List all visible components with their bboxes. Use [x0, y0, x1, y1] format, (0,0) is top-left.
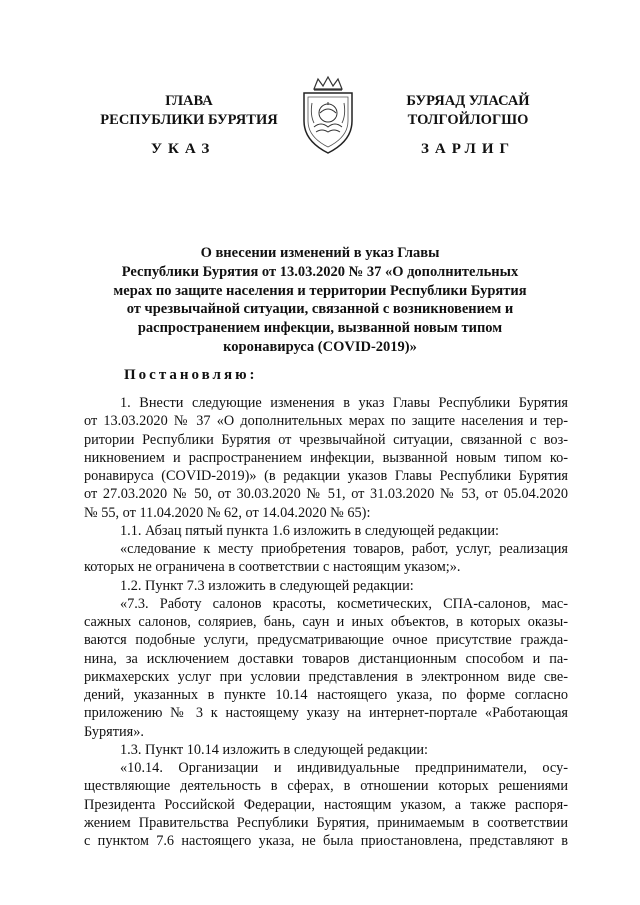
- body-text-line: нина, за исключением доставки товаров дистанционным способом и па-: [84, 650, 568, 667]
- body-text-line: приложению № 3 к настоящему указу на интернет-портале «Работающая: [84, 705, 568, 722]
- body-text-line: ритории Республики Бурятия от чрезвычайной ситуации, связанной с воз-: [84, 431, 568, 448]
- body-text-line: сажных салонов, соляриев, бань, саун и иных объектов, в которых оказы-: [84, 614, 568, 630]
- body-text-line: ваются подобные услуги, предусматривающие очное присутствие гражда-: [84, 632, 568, 649]
- body-text-line: ществляющие деятельность в сферах, в отношении которых решениями: [84, 778, 568, 795]
- body-text-line: от 13.03.2020 № 37 «О дополнительных мерах по защите населения и тер-: [84, 413, 568, 430]
- body-text-line: Бурятия».: [84, 723, 144, 740]
- body-text-line: 1.2. Пункт 7.3 изложить в следующей редакции:: [120, 577, 414, 594]
- title-line: коронавируса (COVID-2019)»: [223, 338, 417, 355]
- document-title: [80, 244, 560, 357]
- header-left-line2: РЕСПУБЛИКИ БУРЯТИЯ: [100, 112, 278, 128]
- title-line: мерах по защите населения и территории Республики Бурятия: [113, 282, 527, 299]
- body-text-line: ронавируса (COVID-2019)» (в редакции указов Главы Республики Бурятия: [84, 468, 568, 484]
- coat-of-arms-icon: [296, 75, 360, 157]
- body-text-line: «следование к месту приобретения товаров, работ, услуг, реализация: [120, 541, 568, 557]
- body-text-line: 1.1. Абзац пятый пункта 1.6 изложить в следующей редакции:: [120, 522, 499, 539]
- body-text-line: которых не ограничена в соответствии с настоящим указом;».: [84, 559, 461, 576]
- body-text-line: «10.14. Организации и индивидуальные предприниматели, осу-: [120, 760, 568, 776]
- zarlig-label: ЗАРЛИГ: [421, 141, 516, 157]
- body-text-line: дений, указанных в пункте 10.14 настоящего указа, по форме согласно: [84, 687, 568, 703]
- postanovlyayu-heading: Постановляю:: [124, 367, 258, 383]
- body-text-line: рикмахерских услуг при условии представления в электронном виде све-: [84, 668, 568, 685]
- document-body: [84, 394, 568, 850]
- body-text-line: Президента Российской Федерации, настоящим указом, а также распоря-: [84, 796, 568, 813]
- header-right-line2: ТОЛГОЙЛОГШО: [407, 112, 529, 128]
- header-right: [384, 92, 552, 130]
- body-text-line: никновением и распространением инфекции, вызванной новым типом ко-: [84, 449, 568, 466]
- body-text-line: 1.3. Пункт 10.14 изложить в следующей редакции:: [120, 741, 429, 758]
- body-text-line: жением Правительства Республики Бурятия, принимаемым в соответствии: [84, 814, 568, 831]
- header-left-line1: ГЛАВА: [165, 93, 213, 109]
- body-text-line: с пунктом 7.6 настоящего указа, не была приостановлена, представляют в: [84, 833, 568, 849]
- header-right-line1: БУРЯАД УЛАСАЙ: [406, 93, 530, 109]
- ukaz-label: УКАЗ: [151, 141, 216, 157]
- body-text-line: «7.3. Работу салонов красоты, косметических, СПА-салонов, мас-: [120, 595, 568, 612]
- body-text-line: № 55, от 11.04.2020 № 62, от 14.04.2020 № 65):: [84, 504, 371, 521]
- title-line: О внесении изменений в указ Главы: [200, 245, 440, 261]
- title-line: от чрезвычайной ситуации, связанной с возникновением и: [126, 301, 514, 318]
- body-text-line: от 27.03.2020 № 50, от 30.03.2020 № 51, от 31.03.2020 № 53, от 05.04.2020: [84, 486, 568, 503]
- body-text-line: 1. Внести следующие изменения в указ Главы Республики Бурятия: [120, 395, 568, 411]
- title-line: распространением инфекции, вызванной новым типом: [137, 320, 503, 337]
- title-line: Республики Бурятия от 13.03.2020 № 37 «О дополнительных: [121, 263, 519, 280]
- header-left: [96, 92, 282, 130]
